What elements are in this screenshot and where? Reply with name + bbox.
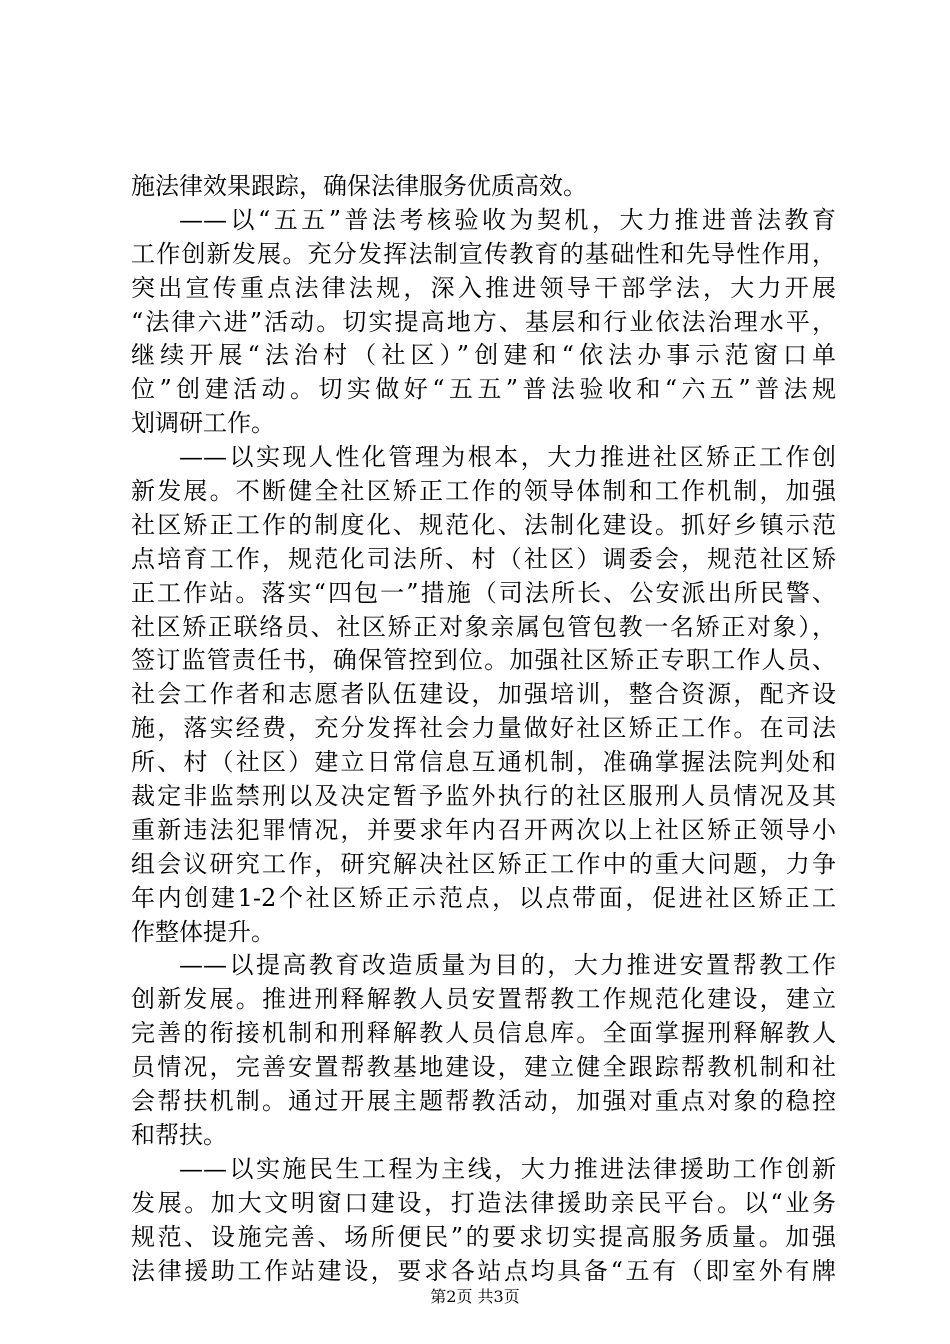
text-line: 施法律效果跟踪，确保法律服务优质高效。 <box>131 172 587 200</box>
page-number-label: 第2页 共3页 <box>430 1287 520 1306</box>
text-line: ——以实现人性化管理为根本，大力推进社区矫正工作创 <box>179 443 836 472</box>
text-line: 工作创新发展。充分发挥法制宣传教育的基础性和先导性作用， <box>131 239 836 268</box>
text-line: 创新发展。推进刑释解教人员安置帮教工作规范化建设，建立 <box>131 985 836 1014</box>
text-line: 划调研工作。 <box>131 409 275 438</box>
document-body <box>131 170 836 1288</box>
text-line: 和帮扶。 <box>131 1120 227 1149</box>
text-line: 突出宣传重点法律法规，深入推进领导干部学法，大力开展 <box>131 273 836 302</box>
page-footer <box>0 1287 950 1307</box>
text-line: 位”创建活动。切实做好“五五”普法验收和“六五”普法规 <box>131 375 836 404</box>
text-line: 会帮扶机制。通过开展主题帮教活动，加强对重点对象的稳控 <box>131 1087 836 1116</box>
text-line: ——以“五五”普法考核验收为契机，大力推进普法教育 <box>179 205 836 234</box>
text-line: 签订监管责任书，确保管控到位。加强社区矫正专职工作人员、 <box>131 646 836 675</box>
text-line: ——以提高教育改造质量为目的，大力推进安置帮教工作 <box>179 951 836 980</box>
text-line: 社区矫正工作的制度化、规范化、法制化建设。抓好乡镇示范 <box>131 510 836 539</box>
text-line: 重新违法犯罪情况，并要求年内召开两次以上社区矫正领导小 <box>131 815 836 844</box>
text-line: 所、村（社区）建立日常信息互通机制，准确掌握法院判处和 <box>131 748 836 777</box>
text-line: 年内创建1-2个社区矫正示范点，以点带面，促进社区矫正工 <box>131 883 836 912</box>
text-line: 施，落实经费，充分发挥社会力量做好社区矫正工作。在司法 <box>131 714 836 743</box>
text-line: 作整体提升。 <box>131 917 275 946</box>
text-line: 点培育工作，规范化司法所、村（社区）调委会，规范社区矫 <box>131 544 836 573</box>
text-line: 社会工作者和志愿者队伍建设，加强培训，整合资源，配齐设 <box>131 680 836 709</box>
text-line: 新发展。不断健全社区矫正工作的领导体制和工作机制，加强 <box>131 477 836 506</box>
text-line: 员情况，完善安置帮教基地建设，建立健全跟踪帮教机制和社 <box>131 1053 836 1082</box>
text-line: 完善的衔接机制和刑释解教人员信息库。全面掌握刑释解教人 <box>131 1019 836 1048</box>
text-line: ——以实施民生工程为主线，大力推进法律援助工作创新 <box>179 1154 836 1183</box>
text-line: 正工作站。落实“四包一”措施（司法所长、公安派出所民警、 <box>131 578 836 607</box>
text-line: 法律援助工作站建设，要求各站点均具备“五有（即室外有牌 <box>131 1256 836 1285</box>
text-line: 社区矫正联络员、社区矫正对象亲属包管包教一名矫正对象）， <box>131 612 836 641</box>
text-line: 继续开展“法治村（社区）”创建和“依法办事示范窗口单 <box>131 341 836 370</box>
text-line: 规范、设施完善、场所便民”的要求切实提高服务质量。加强 <box>131 1222 836 1251</box>
text-line: “法律六进”活动。切实提高地方、基层和行业依法治理水平， <box>131 307 836 336</box>
text-line: 组会议研究工作，研究解决社区矫正工作中的重大问题，力争 <box>131 849 836 878</box>
text-line: 发展。加大文明窗口建设，打造法律援助亲民平台。以“业务 <box>131 1188 836 1217</box>
text-line: 裁定非监禁刑以及决定暂予监外执行的社区服刑人员情况及其 <box>131 782 836 811</box>
